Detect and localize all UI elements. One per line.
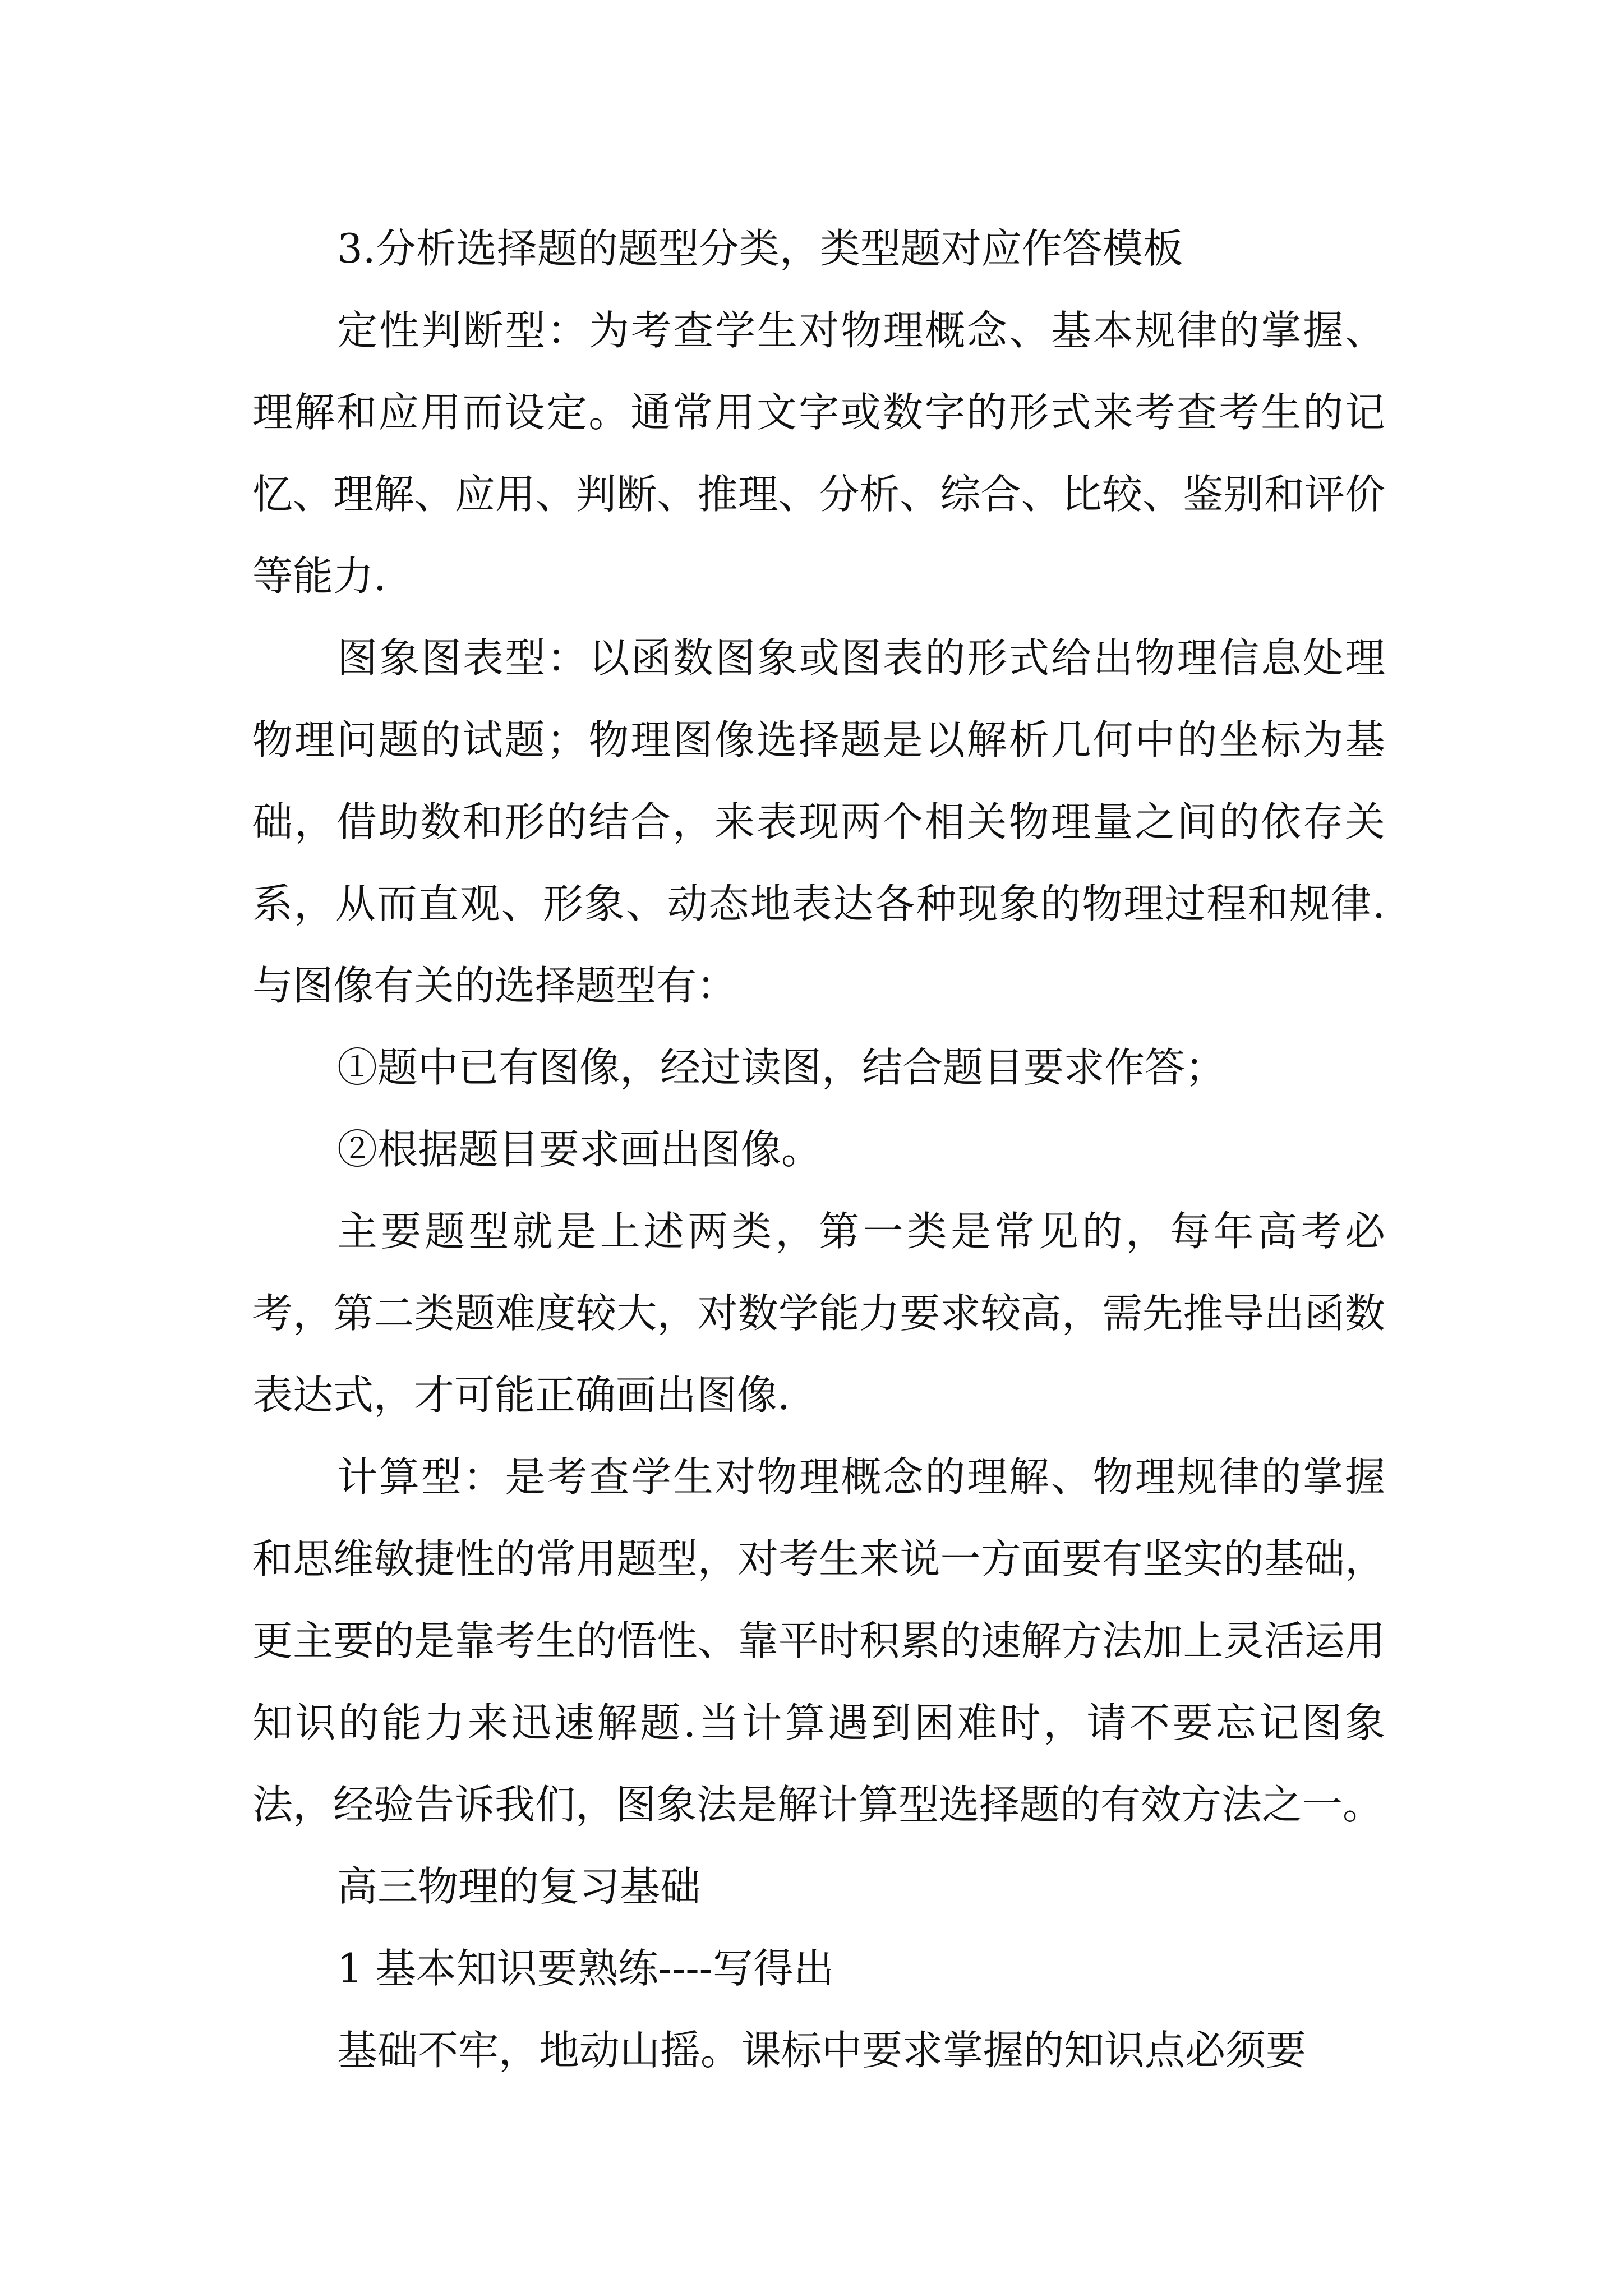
paragraph-foundation: 基础不牢，地动山摇。课标中要求掌握的知识点必须要 [337, 2027, 1307, 2074]
document-body [252, 208, 1385, 2091]
paragraph-qualitative-judgment: 定性判断型：为考查学生对物理概念、基本规律的掌握、理解和应用而设定。通常用文字或数字的形式来考查考生的记忆、理解、应用、判断、推理、分析、综合、比较、鉴别和评价等能力. [252, 307, 1385, 600]
paragraph-calculation-type: 计算型：是考查学生对物理概念的理解、物理规律的掌握和思维敏捷性的常用题型，对考生来说一方面要有坚实的基础，更主要的是靠考生的悟性、靠平时积累的速解方法加上灵活运用知识的能力来迅速解题.当计算遇到困难时，请不要忘记图象法，经验告诉我们，图象法是解计算型选择题的有效方法之一。 [252, 1453, 1385, 1828]
section-heading-review-basics: 高三物理的复习基础 [337, 1863, 701, 1910]
list-item-draw-graph: ②根据题目要求画出图像。 [337, 1126, 822, 1173]
subheading-basic-knowledge: 1 基本知识要熟练----写得出 [337, 1945, 834, 1992]
section-heading-question-types: 3.分析选择题的题型分类，类型题对应作答模板 [337, 225, 1183, 272]
paragraph-graph-chart-type: 图象图表型：以函数图象或图表的形式给出物理信息处理物理问题的试题；物理图像选择题是以解析几何中的坐标为基础，借助数和形的结合，来表现两个相关物理量之间的依存关系，从而直观、形象、动态地表达各种现象的物理过程和规律.与图像有关的选择题型有： [252, 634, 1385, 1009]
paragraph-main-question-types: 主要题型就是上述两类，第一类是常见的，每年高考必考，第二类题难度较大，对数学能力要求较高，需先推导出函数表达式，才可能正确画出图像. [252, 1208, 1385, 1419]
list-item-existing-graph: ①题中已有图像，经过读图，结合题目要求作答； [337, 1044, 1226, 1091]
